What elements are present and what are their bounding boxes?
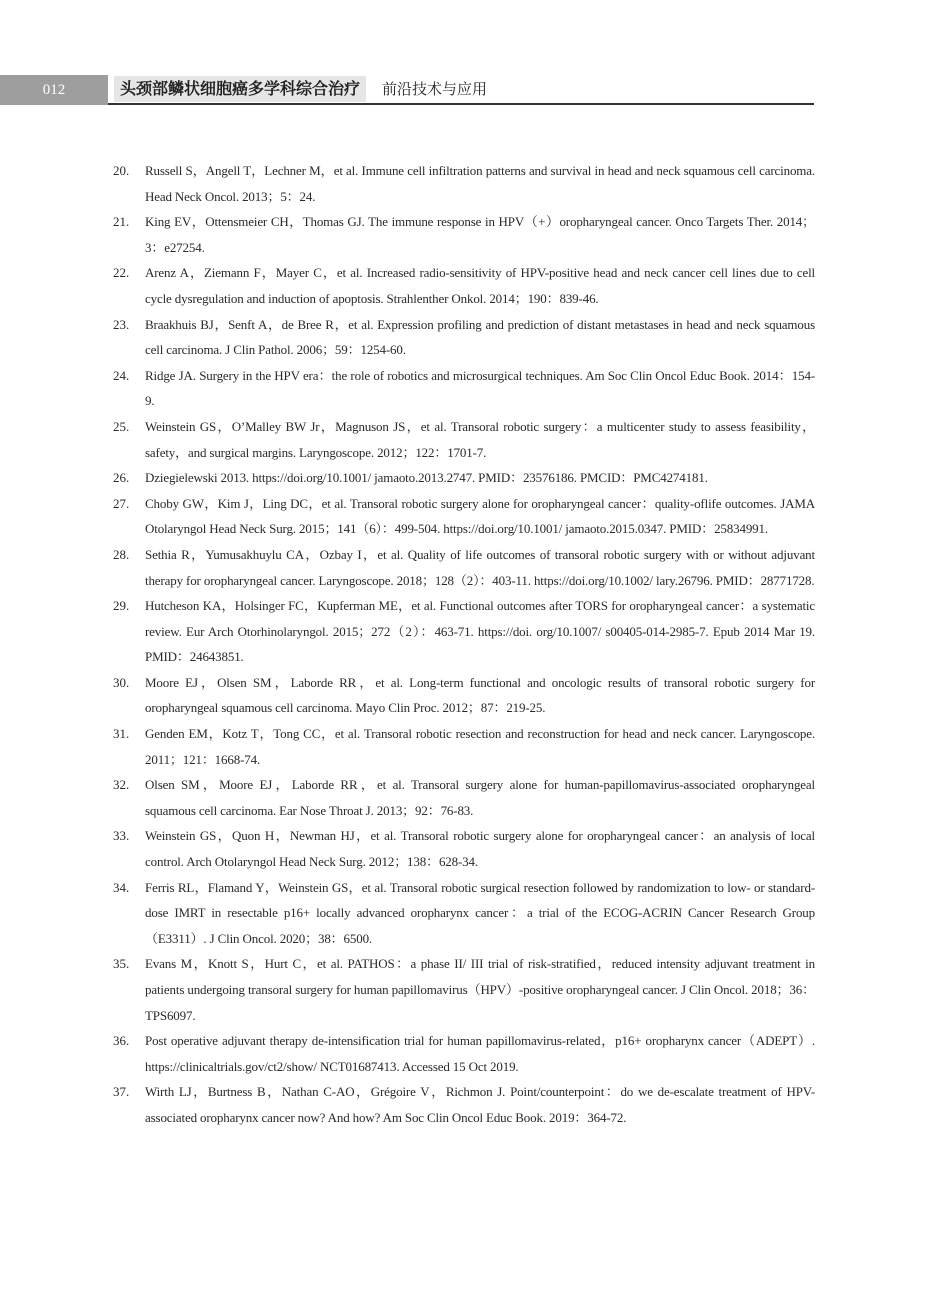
reference-item <box>113 209 815 260</box>
reference-text: Sethia R，Yumusakhuylu CA，Ozbay I，et al. Quality of life outcomes of transoral robotic surgery with or without adjuvant therapy for oropharyngeal cancer. Laryngoscope. 2018；128（2）：403-11. https://doi.org/10.1002/ lary.26796. PMID：28771728. <box>145 546 815 588</box>
header-rule <box>108 103 814 105</box>
reference-item <box>113 823 815 874</box>
reference-number: 32. <box>113 777 130 793</box>
reference-text: Wirth LJ，Burtness B，Nathan C-AO，Grégoire V，Richmon J. Point/counterpoint：do we de-escalate treatment of HPV-associated oropharynx cancer now? And how? Am Soc Clin Oncol Educ Book. 2019：364-72. <box>145 1084 815 1125</box>
reference-number: 29. <box>113 598 130 614</box>
reference-number: 21. <box>113 214 130 230</box>
book-title: 头颈部鳞状细胞癌多学科综合治疗 <box>114 76 366 102</box>
reference-number: 23. <box>113 316 130 332</box>
reference-text: Post operative adjuvant therapy de-intensification trial for human papillomavirus-related，p16+ oropharynx cancer（ADEPT）. https://clinicaltrials.gov/ct2/show/ NCT01687413. Accessed 15 Oct 2019. <box>145 1033 815 1074</box>
reference-text: Dziegielewski 2013. https://doi.org/10.1001/ jamaoto.2013.2747. PMID：23576186. PMCID：PMC4274181. <box>145 470 708 486</box>
reference-item <box>113 670 815 721</box>
reference-text: Ferris RL，Flamand Y，Weinstein GS，et al. Transoral robotic surgical resection followed by randomization to low- or standard-dose IMRT in resectable p16+ locally advanced oropharynx cancer：a trial of the ECOG-ACRIN Cancer Research Group（E3311）. J Clin Oncol. 2020；38：6500. <box>145 879 815 946</box>
reference-text: Moore EJ，Olsen SM，Laborde RR，et al. Long-term functional and oncologic results of transoral robotic surgery for oropharyngeal squamous cell carcinoma. Mayo Clin Proc. 2012；87：219-25. <box>145 674 815 716</box>
reference-number: 34. <box>113 879 130 895</box>
reference-text: Hutcheson KA，Holsinger FC，Kupferman ME，et al. Functional outcomes after TORS for oropharyngeal cancer：a systematic review. Eur Arch Otorhinolaryngol. 2015；272（2）：463-71. https://doi. org/10.1007/ s00405-014-2985-7. Epub 2014 Mar 19. PMID：24643851. <box>145 598 815 665</box>
reference-item <box>113 260 815 311</box>
reference-text: Olsen SM，Moore EJ，Laborde RR，et al. Transoral surgery alone for human-papillomavirus-associated oropharyngeal squamous cell carcinoma. Ear Nose Throat J. 2013；92：76-83. <box>145 777 815 818</box>
reference-number: 35. <box>113 956 130 972</box>
reference-number: 22. <box>113 265 130 281</box>
reference-number: 36. <box>113 1033 130 1049</box>
reference-text: Russell S，Angell T，Lechner M，et al. Immune cell infiltration patterns and survival in head and neck squamous cell carcinoma. Head Neck Oncol. 2013；5：24. <box>145 163 815 204</box>
reference-number: 25. <box>113 418 130 434</box>
reference-number: 37. <box>113 1084 130 1100</box>
reference-item <box>113 951 815 1028</box>
reference-item <box>113 491 815 542</box>
reference-item <box>113 1079 815 1130</box>
reference-item <box>113 1028 815 1079</box>
reference-text: Evans M，Knott S，Hurt C，et al. PATHOS：a phase II/ III trial of risk-stratified，reduced intensity adjuvant treatment in patients undergoing transoral surgery for human papillomavirus（HPV）-positive oropharyngeal cancer. J Clin Oncol. 2018；36：TPS6097. <box>145 956 815 1023</box>
reference-text: Weinstein GS，O’Malley BW Jr，Magnuson JS，et al. Transoral robotic surgery：a multicenter study to assess feasibility，safety，and surgical margins. Laryngoscope. 2012；122：1701-7. <box>145 418 815 460</box>
reference-text: Choby GW，Kim J，Ling DC，et al. Transoral robotic surgery alone for oropharyngeal cancer：quality-oflife outcomes. JAMA Otolaryngol Head Neck Surg. 2015；141（6）：499-504. https://doi.org/10.1001/ jamaoto.2015.0347. PMID：25834991. <box>145 495 815 537</box>
reference-item <box>113 593 815 670</box>
reference-item <box>113 363 815 414</box>
reference-text: Braakhuis BJ，Senft A，de Bree R，et al. Expression profiling and prediction of distant metastases in head and neck squamous cell carcinoma. J Clin Pathol. 2006；59：1254-60. <box>145 316 815 358</box>
reference-item <box>113 875 815 952</box>
page-number: 012 <box>0 75 108 105</box>
reference-item <box>113 158 815 209</box>
reference-number: 33. <box>113 828 130 844</box>
reference-number: 30. <box>113 674 130 690</box>
reference-text: Genden EM，Kotz T，Tong CC，et al. Transoral robotic resection and reconstruction for head and neck cancer. Laryngoscope. 2011；121：1668-74. <box>145 726 815 767</box>
reference-text: King EV，Ottensmeier CH，Thomas GJ. The immune response in HPV（+）oropharyngeal cancer. Onco Targets Ther. 2014；3：e27254. <box>145 214 815 255</box>
reference-number: 31. <box>113 726 130 742</box>
reference-item <box>113 772 815 823</box>
reference-number: 24. <box>113 367 130 383</box>
reference-text: Ridge JA. Surgery in the HPV era：the role of robotics and microsurgical techniques. Am Soc Clin Oncol Educ Book. 2014：154-9. <box>145 367 815 409</box>
reference-item <box>113 542 815 593</box>
reference-text: Arenz A，Ziemann F，Mayer C，et al. Increased radio-sensitivity of HPV-positive head and neck cancer cell lines due to cell cycle dysregulation and induction of apoptosis. Strahlenther Onkol. 2014；190：839-46. <box>145 265 815 306</box>
reference-number: 20. <box>113 163 130 178</box>
book-subtitle: 前沿技术与应用 <box>382 80 488 98</box>
reference-item <box>113 414 815 465</box>
reference-number: 26. <box>113 470 130 486</box>
reference-list <box>113 158 815 1131</box>
reference-item <box>113 721 815 772</box>
reference-item <box>113 465 815 491</box>
reference-number: 28. <box>113 546 130 562</box>
reference-item <box>113 312 815 363</box>
reference-number: 27. <box>113 495 130 511</box>
reference-text: Weinstein GS，Quon H，Newman HJ，et al. Transoral robotic surgery alone for oropharyngeal cancer：an analysis of local control. Arch Otolaryngol Head Neck Surg. 2012；138：628-34. <box>145 828 815 870</box>
